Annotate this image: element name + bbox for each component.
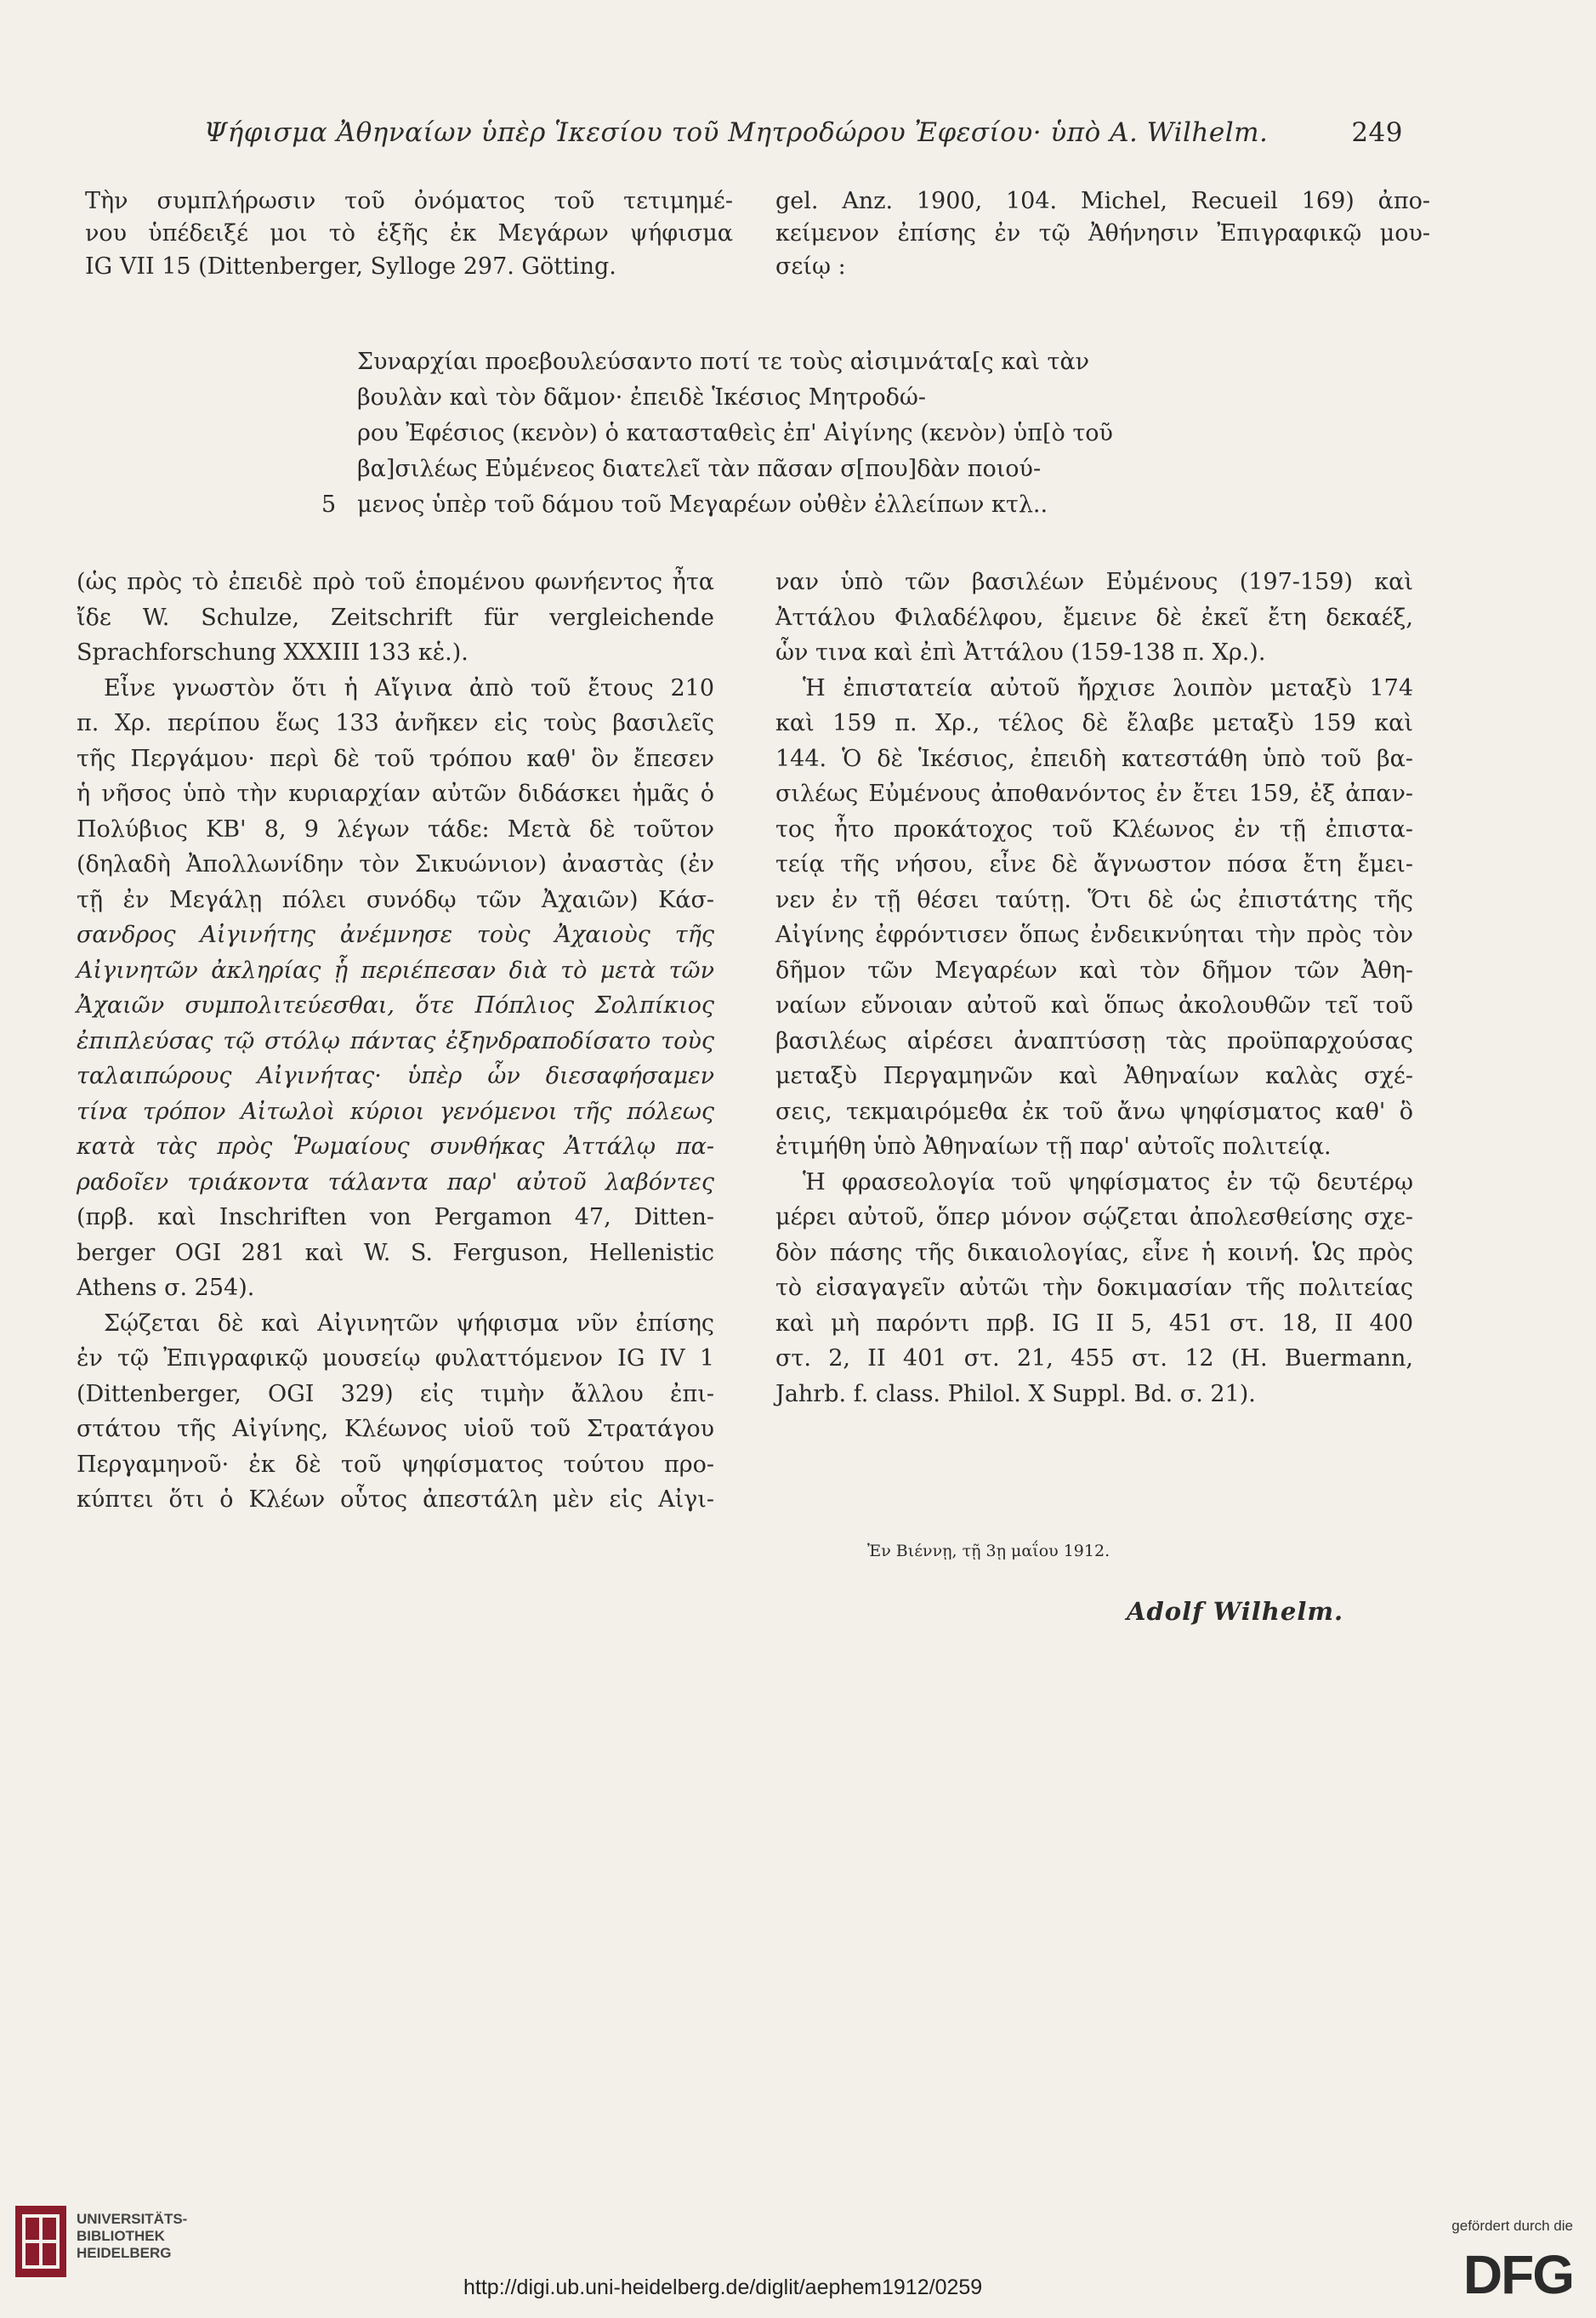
quote-line: ἐπιπλεύσας τῷ στόλῳ πάντας ἐξηνδραποδίσατο τοὺς [77, 1027, 714, 1054]
text-line: κείμενον ἐπίσης ἐν τῷ Ἀθήνησιν Ἐπιγραφικῷ μου- [775, 220, 1430, 247]
text-line: ἴδε W. Schulze, Zeitschrift für vergleichende [77, 604, 714, 631]
text-line: Ἡ φρασεολογία τοῦ ψηφίσματος ἐν τῷ δευτέρῳ [803, 1168, 1413, 1196]
inscription-line-text: μενος ὑπὲρ τοῦ δάμου τοῦ Μεγαρέων οὐθὲν ἐλλείπων κτλ.. [357, 491, 1048, 518]
inscription-line: ρου Ἐφέσιος (κενὸν) ὁ κατασταθεὶς ἐπ' Αἰγίνης (κενὸν) ὑπ[ὸ τοῦ [357, 420, 1113, 446]
library-name-line: HEIDELBERG [77, 2245, 172, 2261]
library-name-line: BIBLIOTHEK [77, 2228, 165, 2244]
text-line: (Dittenberger, OGI 329) εἰς τιμὴν ἄλλου ἐπι- [77, 1380, 714, 1407]
quote-line: τίνα τρόπον Αἰτωλοὶ κύριοι γενόμενοι τῆς πόλεως [77, 1098, 714, 1125]
quote-line: σανδρος Αἰγινήτης ἀνέμνησε τοὺς Ἀχαιοὺς τῆς [77, 922, 714, 948]
text-line: τῇ ἐν Μεγάλῃ πόλει συνόδῳ τῶν Ἀχαιῶν) Κάσ- [77, 886, 714, 913]
text-line: τείᾳ τῆς νήσου, εἶνε δὲ ἄγνωστον πόσα ἔτη ἔμει- [775, 851, 1413, 878]
quote-line: ραδοῖεν τριάκοντα τάλαντα παρ' αὐτοῦ λαβόντες [77, 1168, 714, 1196]
text-line: καὶ 159 π. Χρ., τέλος δὲ ἔλαβε μεταξὺ 159 καὶ [775, 710, 1413, 736]
library-emblem-icon [15, 2206, 66, 2277]
text-line: Ἀττάλου Φιλαδέλφου, ἔμεινε δὲ ἐκεῖ ἔτη δεκαέξ, [775, 604, 1413, 631]
text-line: gel. Anz. 1900, 104. Michel, Recueil 169) ἀπο- [775, 188, 1430, 214]
inscription-line: Συναρχίαι προεβουλεύσαντο ποτί τε τοὺς αἰσιμνάτα[ς καὶ τὰν [357, 349, 1090, 375]
body-right-column [775, 565, 1413, 1412]
text-line: καὶ μὴ παρόντι πρβ. IG II 5, 451 στ. 18, II 400 [775, 1310, 1413, 1337]
text-line: στ. 2, II 401 στ. 21, 455 στ. 12 (H. Buermann, [775, 1345, 1413, 1372]
text-line: Ἡ ἐπιστατεία αὐτοῦ ἤρχισε λοιπὸν μεταξὺ 174 [803, 674, 1413, 702]
text-line: βασιλέως αἱρέσει ἀναπτύσσῃ τὰς προϋπαρχούσας [775, 1027, 1413, 1054]
source-url-link[interactable]: http://digi.ub.uni-heidelberg.de/diglit/aephem1912/0259 [463, 2275, 983, 2299]
library-logo [15, 2206, 262, 2299]
text-line: μέρει αὐτοῦ, ὅπερ μόνον σῴζεται ἀπολεσθείσης σχε- [775, 1204, 1413, 1230]
text-line: Sprachforschung XXXIII 133 κἑ.). [77, 639, 469, 666]
text-line: (πρβ. καὶ Inschriften von Pergamon 47, Ditten- [77, 1204, 714, 1230]
body-left-column [77, 565, 714, 1518]
funder-caption: gefördert durch die [1451, 2218, 1573, 2234]
text-line: Περγαμηνοῦ· ἐκ δὲ τοῦ ψηφίσματος τούτου προ- [77, 1451, 714, 1478]
text-line: ἐν τῷ Ἐπιγραφικῷ μουσείῳ φυλαττόμενον IG IV 1 [77, 1345, 714, 1372]
inscription-line: βουλὰν καὶ τὸν δᾶμον· ἐπειδὲ Ἱκέσιος Μητροδώ- [357, 384, 927, 411]
dateline: Ἐν Βιέννῃ, τῇ 3ῃ μαΐου 1912. [867, 1542, 1110, 1560]
text-line: ὧν τινα καὶ ἐπὶ Ἀττάλου (159-138 π. Χρ.). [775, 639, 1266, 666]
text-line: στάτου τῆς Αἰγίνης, Κλέωνος υἱοῦ τοῦ Στρατάγου [77, 1416, 714, 1442]
text-line: 144. Ὁ δὲ Ἱκέσιος, ἐπειδὴ κατεστάθη ὑπὸ τοῦ βα- [775, 745, 1413, 772]
text-line: σεις, τεκμαιρόμεθα ἐκ τοῦ ἄνω ψηφίσματος καθ' ὃ [775, 1098, 1413, 1125]
text-line: Σῴζεται δὲ καὶ Αἰγινητῶν ψήφισμα νῦν ἐπίσης [104, 1310, 714, 1337]
line-number: 5 [321, 491, 337, 518]
funder-logo [1403, 2218, 1573, 2303]
text-line: Εἶνε γνωστὸν ὅτι ἡ Αἴγινα ἀπὸ τοῦ ἔτους 210 [104, 674, 714, 702]
text-line: Jahrb. f. class. Philol. X Suppl. Bd. σ. 21). [775, 1380, 1256, 1407]
intro-right-column [775, 185, 1430, 283]
text-line: Αἰγίνης ἐφρόντισεν ὅπως ἐνδεικνύηται τὴν πρὸς τὸν [775, 922, 1413, 948]
dfg-logo-text: DFG [1463, 2244, 1573, 2305]
text-line: δὸν πάσης τῆς δικαιολογίας, εἶνε ἡ κοινή. Ὡς πρὸς [775, 1239, 1413, 1266]
text-line: π. Χρ. περίπου ἕως 133 ἀνῆκεν εἰς τοὺς βασιλεῖς [77, 710, 714, 736]
text-line: Πολύβιος ΚΒ' 8, 9 λέγων τάδε: Μετὰ δὲ τοῦτον [77, 815, 714, 843]
text-line: (δηλαδὴ Ἀπολλωνίδην τὸν Σικυώνιον) ἀναστὰς (ἐν [77, 851, 714, 878]
text-line: σείῳ : [775, 253, 846, 280]
text-line: Athens σ. 254). [77, 1275, 255, 1301]
text-line: μεταξὺ Περγαμηνῶν καὶ Ἀθηναίων καλὰς σχέ- [775, 1063, 1413, 1089]
text-line: (ὡς πρὸς τὸ ἐπειδὲ πρὸ τοῦ ἑπομένου φωνήεντος ἦτα [77, 569, 714, 595]
text-line: νου ὑπέδειξέ μοι τὸ ἑξῆς ἐκ Μεγάρων ψήφισμα [85, 220, 733, 247]
running-title: Ψήφισμα Ἀθηναίων ὑπὲρ Ἱκεσίου τοῦ Μητροδώρου Ἐφεσίου· ὑπὸ A. Wilhelm. [204, 117, 1269, 148]
library-name-line: UNIVERSITÄTS- [77, 2211, 188, 2227]
library-name [77, 2211, 187, 2262]
text-line: ναν ὑπὸ τῶν βασιλέων Εὐμένους (197-159) καὶ [775, 569, 1413, 595]
running-header [204, 117, 1411, 160]
quote-line: ταλαιπώρους Αἰγινήτας· ὑπὲρ ὧν διεσαφήσαμεν [77, 1063, 714, 1089]
text-line: IG VII 15 (Dittenberger, Sylloge 297. Götting. [85, 253, 616, 280]
quote-line: Ἀχαιῶν συμπολιτεύεσθαι, ὅτε Πόπλιος Σολπίκιος [77, 992, 714, 1019]
inscription-line: βα]σιλέως Εὐμένεος διατελεῖ τὰν πᾶσαν σ[που]δὰν ποιού- [357, 456, 1042, 482]
inscription-quote [321, 344, 1113, 523]
intro-left-column [85, 185, 733, 283]
text-line: τὸ εἰσαγαγεῖν αὐτῶι τὴν δοκιμασίαν τῆς πολιτείας [775, 1275, 1413, 1301]
page-number: 249 [1351, 117, 1403, 148]
quote-line: Αἰγινητῶν ἀκληρίας ᾗ περιέπεσαν διὰ τὸ μετὰ τῶν [77, 957, 714, 984]
text-line: Τὴν συμπλήρωσιν τοῦ ὀνόματος τοῦ τετιμημέ- [85, 188, 733, 214]
text-line: ναίων εὔνοιαν αὐτοῦ καὶ ὅπως ἀκολουθῶν τεῖ τοῦ [775, 992, 1413, 1019]
text-line: νεν ἐν τῇ θέσει ταύτῃ. Ὅτι δὲ ὡς ἐπιστάτης τῆς [775, 886, 1413, 913]
text-line: σιλέως Εὐμένους ἀποθανόντος ἐν ἔτει 159, ἐξ ἀπαν- [775, 781, 1413, 807]
text-line: ἡ νῆσος ὑπὸ τὴν κυριαρχίαν αὐτῶν διδάσκει ἡμᾶς ὁ [77, 781, 714, 807]
inscription-line-5 [321, 487, 1105, 523]
text-line: κύπτει ὅτι ὁ Κλέων οὗτος ἀπεστάλη μὲν εἰς Αἰγι- [77, 1486, 714, 1513]
text-line: τῆς Περγάμου· περὶ δὲ τοῦ τρόπου καθ' ὃν ἔπεσεν [77, 745, 714, 772]
text-line: δῆμον τῶν Μεγαρέων καὶ τὸν δῆμον τῶν Ἀθη- [775, 957, 1413, 984]
text-line: berger OGI 281 καὶ W. S. Ferguson, Hellenistic [77, 1239, 714, 1266]
text-line: τος ἦτο προκάτοχος τοῦ Κλέωνος ἐν τῇ ἐπιστα- [775, 815, 1413, 843]
author-signature: Adolf Wilhelm. [1127, 1597, 1344, 1626]
quote-line: κατὰ τὰς πρὸς Ῥωμαίους συνθήκας Ἀττάλῳ πα- [77, 1133, 714, 1160]
text-line: ἐτιμήθη ὑπὸ Ἀθηναίων τῇ παρ' αὐτοῖς πολιτείᾳ. [775, 1133, 1332, 1160]
